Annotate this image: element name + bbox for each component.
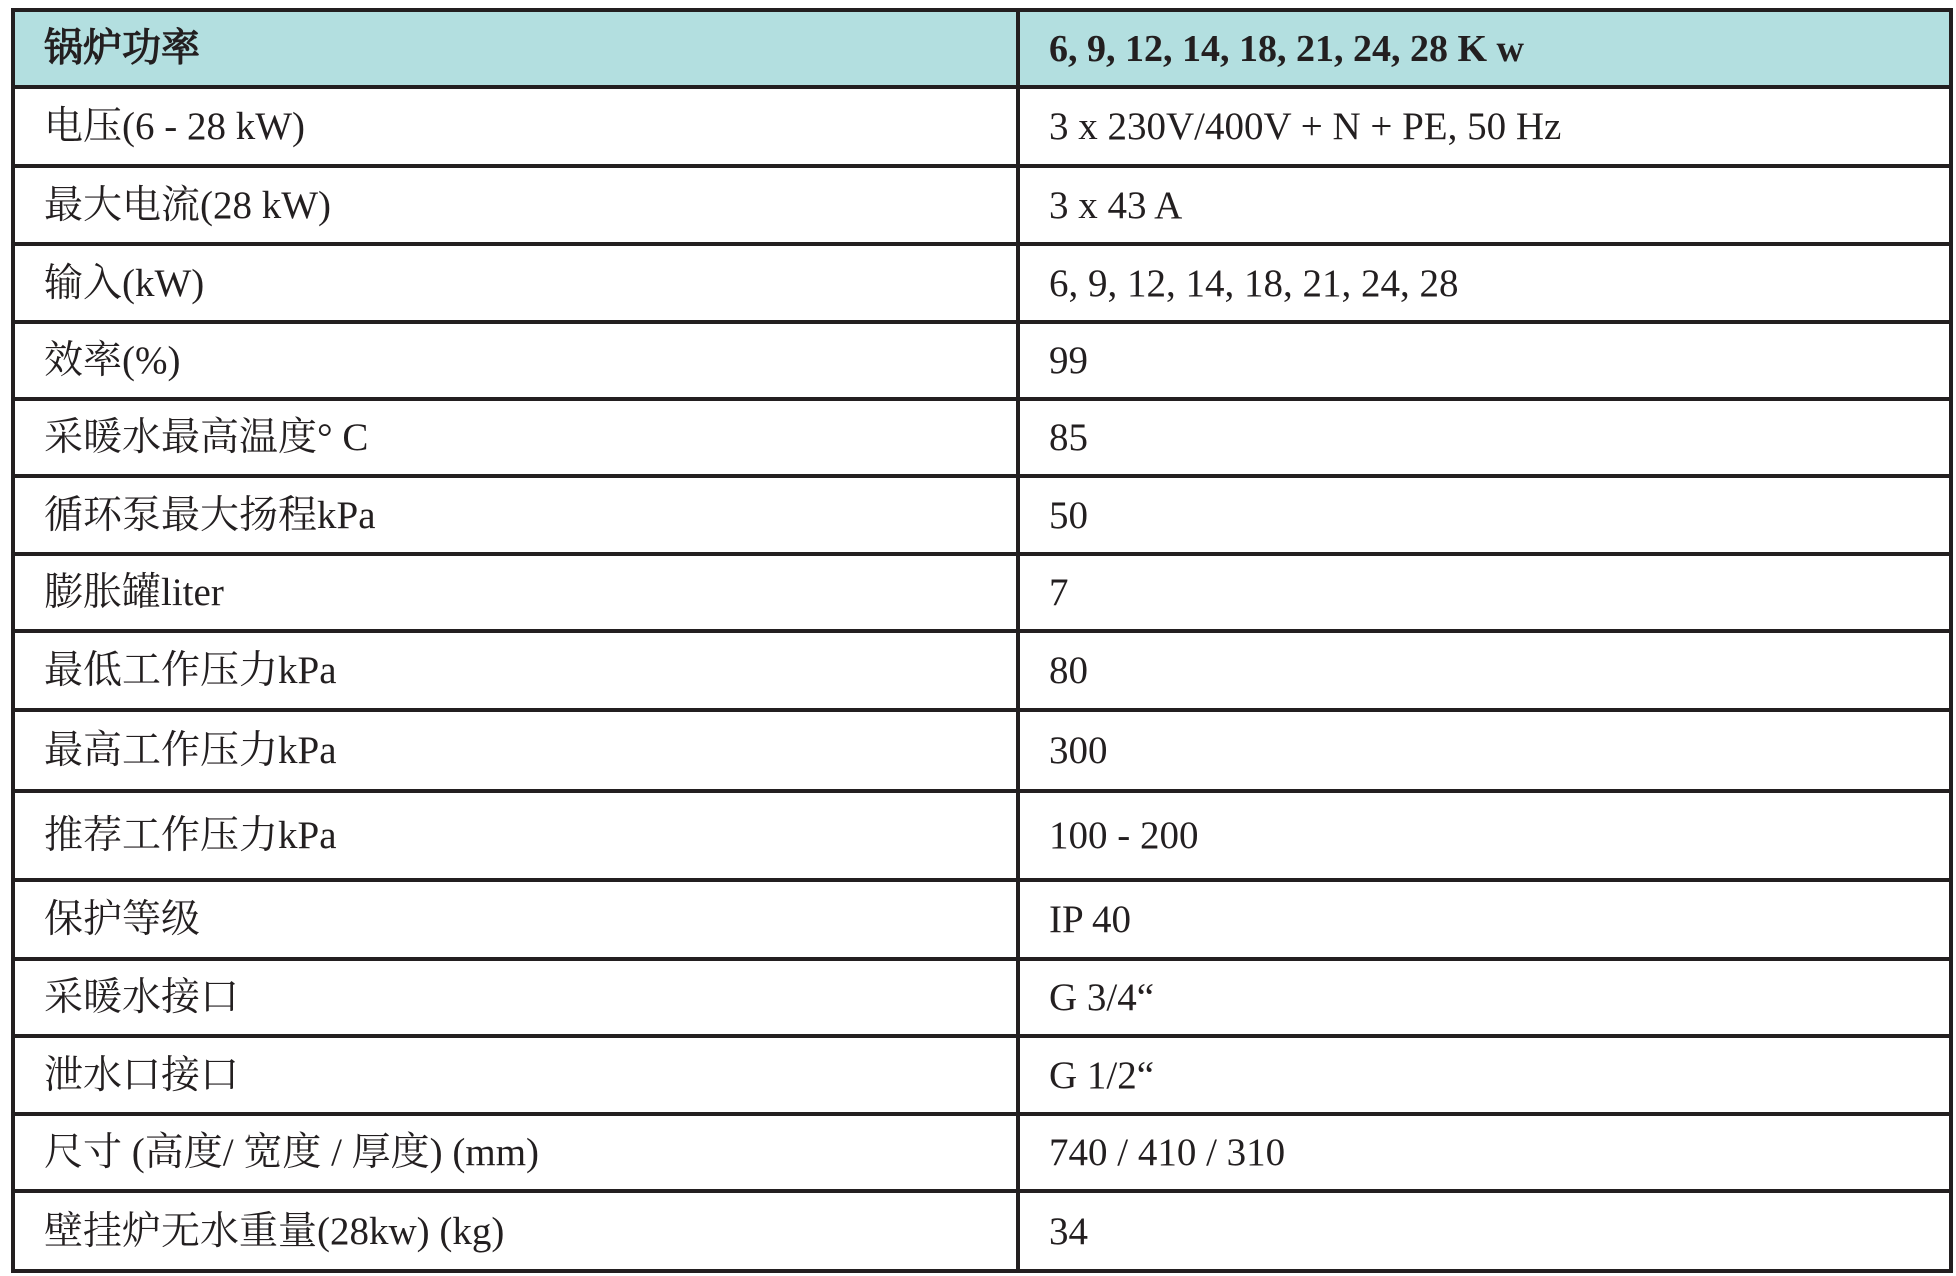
table-row — [13, 959, 1951, 1036]
spec-table — [11, 8, 1953, 1273]
row-label-cell: 膨胀罐liter — [13, 554, 1018, 631]
table-row — [13, 322, 1951, 399]
row-label-cell: 采暖水接口 — [13, 959, 1018, 1036]
row-label-cell: 壁挂炉无水重量(28kw) (kg) — [13, 1191, 1018, 1271]
row-value-cell: 3 x 230V/400V + N + PE, 50 Hz — [1018, 87, 1951, 166]
row-label-cell: 推荐工作压力kPa — [13, 791, 1018, 880]
row-label-cell: 最低工作压力kPa — [13, 631, 1018, 710]
row-value-cell: 6, 9, 12, 14, 18, 21, 24, 28 — [1018, 244, 1951, 322]
row-label-cell: 电压(6 - 28 kW) — [13, 87, 1018, 166]
table-row — [13, 1191, 1951, 1271]
table-header-row — [13, 10, 1951, 87]
row-label-cell: 采暖水最高温度° C — [13, 399, 1018, 476]
row-value-cell: 85 — [1018, 399, 1951, 476]
table-row — [13, 244, 1951, 322]
row-label-cell: 输入(kW) — [13, 244, 1018, 322]
row-label-cell: 泄水口接口 — [13, 1036, 1018, 1114]
table-row — [13, 1036, 1951, 1114]
row-label-cell: 效率(%) — [13, 322, 1018, 399]
table-row — [13, 476, 1951, 554]
row-label-cell: 尺寸 (高度/ 宽度 / 厚度) (mm) — [13, 1114, 1018, 1191]
table-row — [13, 631, 1951, 710]
row-value-cell: IP 40 — [1018, 880, 1951, 959]
row-label-cell: 循环泵最大扬程kPa — [13, 476, 1018, 554]
table-row — [13, 399, 1951, 476]
table-row — [13, 710, 1951, 791]
row-value-cell: 34 — [1018, 1191, 1951, 1271]
row-label-cell: 最高工作压力kPa — [13, 710, 1018, 791]
row-value-cell: 80 — [1018, 631, 1951, 710]
row-value-cell: 740 / 410 / 310 — [1018, 1114, 1951, 1191]
table-row — [13, 791, 1951, 880]
row-value-cell: 300 — [1018, 710, 1951, 791]
row-value-cell: 50 — [1018, 476, 1951, 554]
table-row — [13, 166, 1951, 244]
table-row — [13, 1114, 1951, 1191]
table-row — [13, 554, 1951, 631]
header-label-cell: 锅炉功率 — [13, 10, 1018, 87]
row-value-cell: 99 — [1018, 322, 1951, 399]
row-label-cell: 最大电流(28 kW) — [13, 166, 1018, 244]
table-row — [13, 880, 1951, 959]
row-value-cell: 3 x 43 A — [1018, 166, 1951, 244]
table-row — [13, 87, 1951, 166]
row-value-cell: G 3/4“ — [1018, 959, 1951, 1036]
row-value-cell: G 1/2“ — [1018, 1036, 1951, 1114]
row-value-cell: 7 — [1018, 554, 1951, 631]
header-value-cell: 6, 9, 12, 14, 18, 21, 24, 28 K w — [1018, 10, 1951, 87]
row-value-cell: 100 - 200 — [1018, 791, 1951, 880]
row-label-cell: 保护等级 — [13, 880, 1018, 959]
